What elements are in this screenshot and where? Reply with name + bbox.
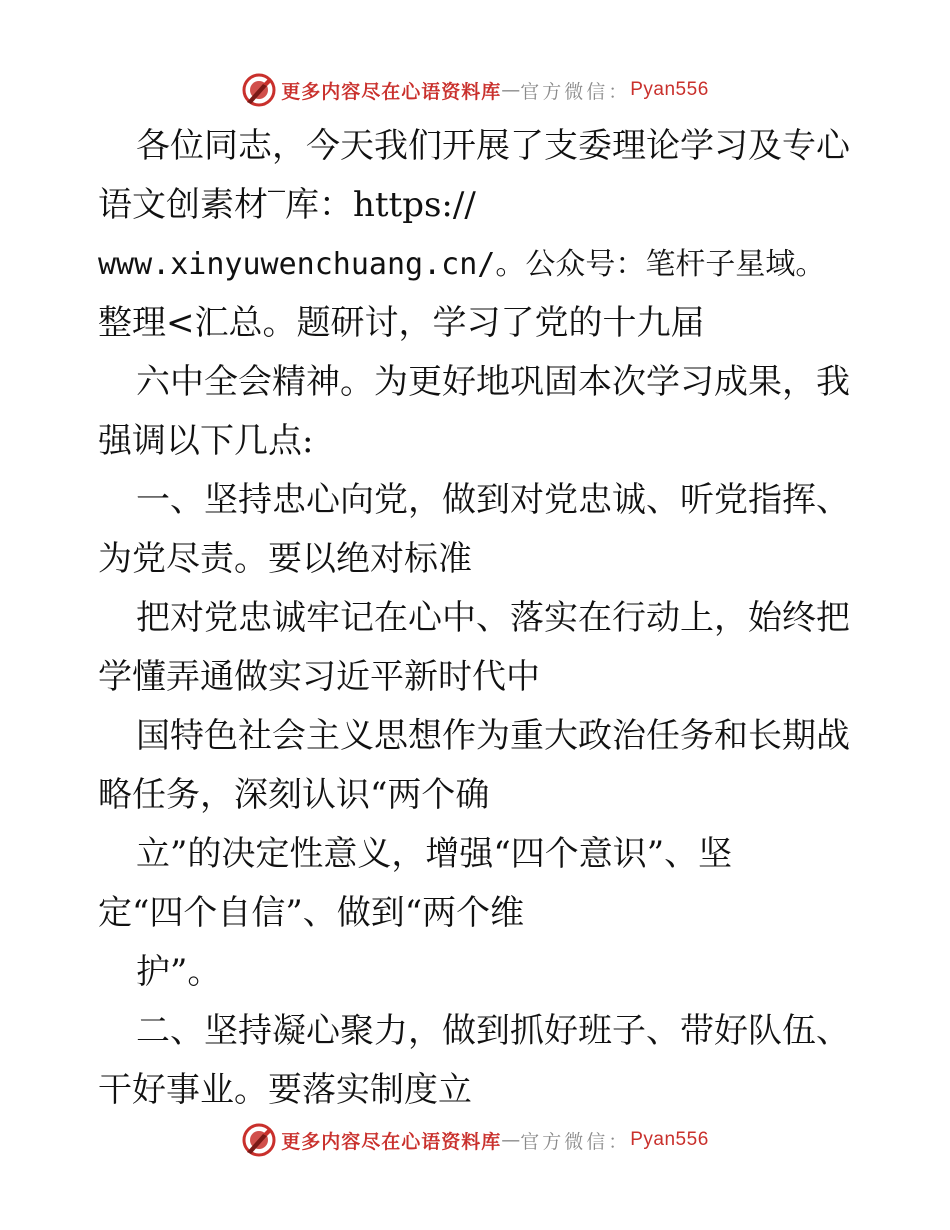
banner-wechat-id: Pyan556 — [630, 79, 709, 100]
pen-circle-logo-icon — [241, 1122, 277, 1158]
paragraph-line: 一、坚持忠心向党，做到对党忠诚、听党指挥、 — [136, 480, 850, 520]
footer-watermark-banner — [0, 1120, 950, 1160]
banner-wechat-label: 官方微信： — [520, 1130, 631, 1153]
paragraph-line: 把对党忠诚牢记在心中、落实在行动上，始终把 — [136, 598, 850, 638]
banner-separator: — — [501, 1129, 521, 1151]
paragraph-line: 整理<汇总。题研讨，学习了党的十九届 — [98, 303, 705, 343]
paragraph-line: 六中全会精神。为更好地巩固本次学习成果，我 — [136, 362, 850, 402]
banner-wechat-id: Pyan556 — [630, 1129, 709, 1150]
header-watermark-banner — [0, 70, 950, 110]
pen-circle-logo-icon — [241, 72, 277, 108]
paragraph-line: 二、坚持凝心聚力，做到抓好班子、带好队伍、 — [136, 1011, 850, 1051]
banner-separator: — — [501, 79, 521, 101]
paragraph-line: 干好事业。要落实制度立 — [98, 1070, 472, 1110]
document-body — [98, 117, 878, 1120]
paragraph-line: 略任务，深刻认识“两个确 — [98, 775, 490, 815]
paragraph-line: 各位同志，今天我们开展了支委理论学习及专心 — [136, 126, 850, 166]
paragraph-line-url: www.xinyuwenchuang.cn/。公众号：笔杆子星域。 — [98, 247, 826, 282]
paragraph-line: 强调以下几点: — [98, 421, 314, 461]
paragraph-line: 定“四个自信”、做到“两个维 — [98, 893, 525, 933]
paragraph-line: 护”。 — [136, 952, 222, 992]
paragraph-line: 为党尽责。要以绝对标准 — [98, 539, 472, 579]
banner-wechat-label: 官方微信： — [520, 80, 631, 103]
paragraph-line: 立”的决定性意义，增强“四个意识”、坚 — [136, 834, 733, 874]
paragraph-line: 国特色社会主义思想作为重大政治任务和长期战 — [136, 716, 850, 756]
paragraph-line: 语文创素材‾库：https:// — [98, 185, 476, 225]
banner-text: 更多内容尽在心语资料库 — [281, 80, 502, 103]
paragraph-line: 学懂弄通做实习近平新时代中 — [98, 657, 540, 697]
banner-text: 更多内容尽在心语资料库 — [281, 1130, 502, 1153]
